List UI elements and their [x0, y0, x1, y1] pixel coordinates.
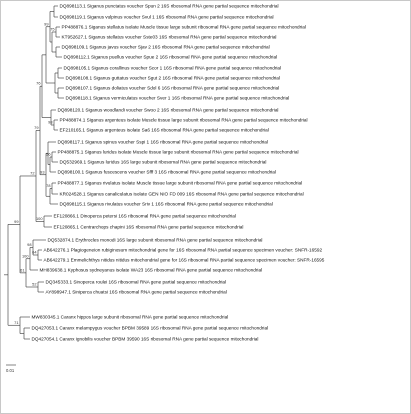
leaf-label: DQ427054.1 Caranx ignobilis voucher BPBM 39590 16S ribosomal RNA gene partial sequence mitochondrial — [31, 336, 259, 342]
bootstrap-value: 52 — [32, 281, 37, 287]
bootstrap-value: 76 — [36, 80, 41, 86]
leaf-labels — [32, 4, 325, 342]
bootstrap-value: 64 — [32, 249, 37, 255]
bootstrap-value: 61 — [20, 267, 25, 273]
scale-bar — [6, 365, 16, 373]
leaf-label: AY898947.1 Siniperca chuatsi 16S ribosomal RNA gene partial sequence mitochondrial — [45, 289, 227, 295]
leaf-label: DQ898105.1 Siganus corallinus voucher Scor 1 16S ribosomal RNA gene partial sequence mitochondrial — [63, 65, 282, 71]
leaf-label: KT952627.1 Siganus stellatus voucher Sste03 16S ribosomal RNA gene partial sequence mitochondrial — [61, 34, 277, 40]
leaf-label: MW830345.1 Caranx hippos large subunit ribosomal RNA gene partial sequence mitochondrial — [31, 314, 229, 320]
leaf-label: PP488876.1 Siganus stellatus isolate Muscle tissue large subunit ribosomal RNA gene partial sequence mitochondrial — [61, 24, 306, 30]
bootstrap-value: 98 — [48, 119, 53, 125]
leaf-label: DQ898119.1 Siganus vulpinus voucher Svul 1 16S ribosomal RNA gene partial sequence mitochondrial — [59, 14, 274, 20]
leaf-label: AB642276.1 Plagiogeneion rubiginosum mitochondrial gene for 16S ribosomal RNA partial sequence specimen voucher: SNFR-16592 — [43, 247, 323, 253]
bootstrap-value: 98 — [27, 242, 32, 247]
leaf-label: DQ532874.1 Erythrocles monodi 16S large subunit ribosomal RNA gene partial sequence mitochondrial — [47, 237, 263, 243]
leaf-label: DQ898112.1 Siganus puellus voucher Spue 2 16S ribosomal RNA gene partial sequence mitochondrial — [63, 54, 278, 60]
leaf-label: DQ898100.1 Siganus fuscescens voucher Sfff 3 16S ribosomal RNA gene partial sequence mitochondrial — [57, 169, 276, 175]
bootstrap-value: 78 — [46, 183, 51, 188]
leaf-label: DQ898118.1 Siganus vermiculatus voucher Sver 1 16S ribosomal RNA gene partial sequence mitochondrial — [65, 95, 290, 101]
leaf-label: PP488877.1 Siganus rivulatus isolate Muscle tissue large subunit ribosomal RNA gene partial sequence mitochondrial — [57, 180, 303, 186]
leaf-label: DQ898109.1 Siganus javus voucher Sjav 2 16S ribosomal RNA gene partial sequence mitochondrial — [61, 44, 270, 50]
leaf-label: PP488874.1 Siganus argenteus isolate Muscle tissue large subunit ribosomal RNA gene partial sequence mitochondrial — [59, 117, 308, 123]
leaf-label: DQ898117.1 Siganus spinus voucher Sspi 1 16S ribosomal RNA gene partial sequence mitochondrial — [57, 139, 268, 145]
leaf-label: DQ898107.1 Siganus doliatus voucher Sdol 6 16S ribosomal RNA gene partial sequence mitochondrial — [65, 85, 280, 91]
bootstrap-value: 93 — [40, 169, 45, 175]
bootstrap-value: 99 — [14, 218, 19, 224]
leaf-label: PP488875.1 Siganus luridus isolate Muscle tissue large subunit ribosomal RNA gene partial sequence mitochondrial — [57, 149, 299, 155]
leaf-label: DQ898113.1 Siganus punctatus voucher Spun 2 16S ribosomal RNA gene partial sequence mitochondrial — [59, 3, 279, 9]
leaf-label: DQ345333.1 Sinoperca roulei 16S ribosomal RNA gene partial sequence mitochondrial — [45, 279, 227, 285]
bootstrap-value: 100 — [22, 253, 29, 259]
leaf-label: DQ898108.1 Siganus guttatus voucher Sgut 2 16S ribosomal RNA gene partial sequence mitochondrial — [65, 75, 280, 81]
leaf-label: KR024528.1 Siganus canaliculatus isolate GEN NIO FD 009 16S ribosomal RNA gene partial sequence mitochondrial — [59, 191, 304, 197]
leaf-label: MH839638.1 Kyphosus sydneyanus isolate WA23 16S ribosomal RNA gene partial sequence mitochondrial — [39, 267, 263, 273]
leaf-label: DQ532969.1 Siganus luridus 16S large subunit ribosomal RNA gene partial sequence mitochondrial — [59, 159, 267, 165]
leaf-label: DQ898115.1 Siganus rivulatus voucher Sriv 1 16S ribosomal RNA gene partial sequence mitochondrial — [59, 201, 273, 207]
bootstrap-value: 75 — [50, 26, 55, 32]
leaf-label: EF120865.1 Centrarchops chapini 16S ribosomal RNA gene partial sequence mitochondrial — [53, 224, 244, 230]
leaf-label: DQ898120.1 Siganus woodlandi voucher Swoo 2 16S ribosomal RNA gene partial sequence mitochondrial — [57, 107, 279, 113]
scale-bar-label: 0.01 — [6, 368, 15, 373]
bootstrap-value: 79 — [34, 124, 39, 130]
leaf-label: EF120866.1 Dinoperca petersi 16S ribosomal RNA gene partial sequence mitochondrial — [53, 213, 236, 219]
leaf-label: EF210165.1 Siganus argenteus isolate Sa6 16S ribosomal RNA gene partial sequence mitochondrial — [59, 127, 269, 133]
bootstrap-value: 72 — [30, 170, 35, 176]
leaf-label: AB642279.1 Emmelichthys nitidus nitidus mitochondrial gene for 16S ribosomal RNA partial sequence specimen voucher: SNFR-16595 — [43, 257, 325, 263]
bootstrap-value: 99 — [44, 21, 49, 27]
bootstrap-value: 56 — [46, 151, 51, 157]
leaf-label: DQ427053.1 Caranx melampygus voucher BPBM 39589 16S ribosomal RNA gene partial sequence mitochondrial — [31, 325, 269, 331]
bootstrap-value: 100 — [36, 216, 43, 221]
bootstrap-value: 71 — [14, 319, 19, 325]
